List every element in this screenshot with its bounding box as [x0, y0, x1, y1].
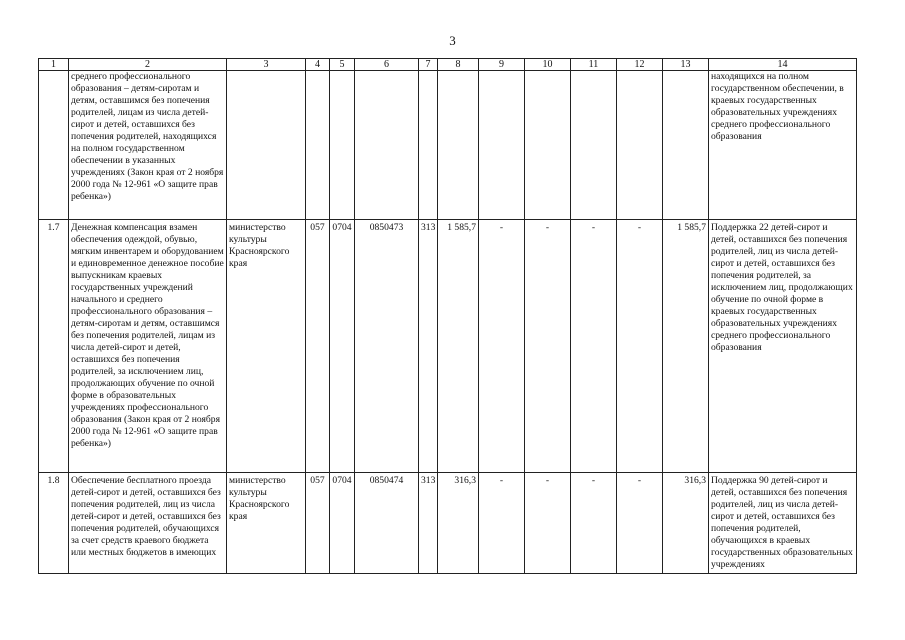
cell-col9: -: [479, 220, 525, 473]
cell-col10: -: [525, 473, 571, 574]
row-number: 1.7: [39, 220, 69, 473]
cell-col5: 0704: [330, 473, 355, 574]
col-header: 9: [479, 59, 525, 71]
budget-table: [38, 58, 857, 574]
col-header: 3: [227, 59, 306, 71]
cell-col7: [419, 71, 438, 220]
col-header: 5: [330, 59, 355, 71]
col-header: 2: [69, 59, 227, 71]
col-header: 4: [306, 59, 330, 71]
cell-col13: 316,3: [663, 473, 709, 574]
page-number: 3: [449, 33, 456, 48]
cell-col5: [330, 71, 355, 220]
col-header: 11: [571, 59, 617, 71]
row-organization: [227, 71, 306, 220]
col-header: 12: [617, 59, 663, 71]
row-description: Денежная компенсация взамен обеспечения одеждой, обувью, мягким инвентарем и оборудованием и единовременное денежное пособие выпускникам краевых государственных учреждений начального и среднего профессионального образования – детям-сиротам и детям, оставшимся без попечения родителей, лицам из числа детей-сирот и детей, оставшихся без попечения родителей, за исключением лиц, продолжающих обучение по очной форме в образовательных учреждениях профессионального образования (Закон края от 2 ноября 2000 года № 12-961 «О защите прав ребенка»): [69, 220, 227, 473]
col-header: 10: [525, 59, 571, 71]
cell-col4: 057: [306, 473, 330, 574]
header-row: [39, 59, 857, 71]
cell-col6: 0850473: [355, 220, 419, 473]
col-header: 14: [709, 59, 857, 71]
cell-col9: -: [479, 473, 525, 574]
row-organization: министерство культуры Красноярского края: [227, 473, 306, 574]
cell-col11: -: [571, 220, 617, 473]
cell-col11: [571, 71, 617, 220]
row-result: Поддержка 22 детей-сирот и детей, оставшихся без попечения родителей, лиц из числа детей-сирот и детей, оставшихся без попечения родителей, за исключением лиц, продолжающих обучение по очной форме в краевых государственных образовательных учреждениях среднего профессионального образования: [709, 220, 857, 473]
cell-col8: 1 585,7: [438, 220, 479, 473]
cell-col8: [438, 71, 479, 220]
cell-col7: 313: [419, 220, 438, 473]
cell-col10: [525, 71, 571, 220]
col-header: 13: [663, 59, 709, 71]
cell-col7: 313: [419, 473, 438, 574]
cell-col6: 0850474: [355, 473, 419, 574]
cell-col8: 316,3: [438, 473, 479, 574]
cell-col6: [355, 71, 419, 220]
cell-col12: -: [617, 220, 663, 473]
row-number: 1.8: [39, 473, 69, 574]
row-result: находящихся на полном государственном обеспечении, в краевых государственных образовательных учреждениях среднего профессионального образования: [709, 71, 857, 220]
col-header: 7: [419, 59, 438, 71]
cell-col12: -: [617, 473, 663, 574]
row-result: Поддержка 90 детей-сирот и детей, оставшихся без попечения родителей, лиц из числа детей-сирот и детей, оставшихся без попечения родителей, обучающихся в краевых государственных образовательных учреждениях: [709, 473, 857, 574]
cell-col4: [306, 71, 330, 220]
cell-col10: -: [525, 220, 571, 473]
table-row: [39, 71, 857, 220]
table-row: [39, 220, 857, 473]
cell-col11: -: [571, 473, 617, 574]
row-number: [39, 71, 69, 220]
col-header: 6: [355, 59, 419, 71]
cell-col4: 057: [306, 220, 330, 473]
cell-col12: [617, 71, 663, 220]
row-description: Обеспечение бесплатного проезда детей-сирот и детей, оставшихся без попечения родителей, лиц из числа детей-сирот и детей, оставшихся без попечения родителей, обучающихся за счет средств краевого бюджета или местных бюджетов в имеющих: [69, 473, 227, 574]
cell-col13: [663, 71, 709, 220]
cell-col9: [479, 71, 525, 220]
col-header: 1: [39, 59, 69, 71]
table-row: [39, 473, 857, 574]
row-description: среднего профессионального образования – детям-сиротам и детям, оставшимся без попечения родителей, лицам из числа детей-сирот и детей, оставшихся без попечения родителей, находящихся на полном государственном обеспечении в указанных учреждениях (Закон края от 2 ноября 2000 года № 12-961 «О защите прав ребенка»): [69, 71, 227, 220]
cell-col5: 0704: [330, 220, 355, 473]
cell-col13: 1 585,7: [663, 220, 709, 473]
col-header: 8: [438, 59, 479, 71]
row-organization: министерство культуры Красноярского края: [227, 220, 306, 473]
